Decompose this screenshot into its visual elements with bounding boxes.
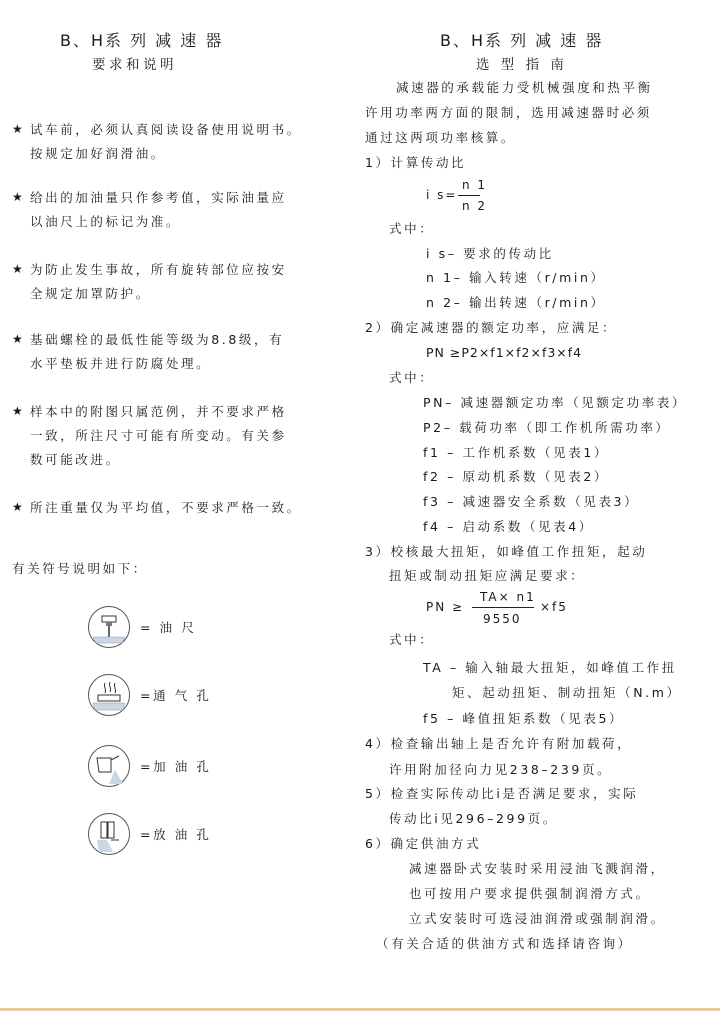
- dipstick-label: = 油 尺: [140, 620, 197, 635]
- intro-line-1: 减速器的承载能力受机械强度和热平衡: [396, 80, 653, 95]
- note-4-line-1: 基础螺栓的最低性能等级为8.8级，有: [30, 332, 285, 347]
- power-formula: PN ≥P2×f1×f2×f3×f4: [426, 345, 583, 360]
- section-6-heading: 6）确定供油方式: [365, 836, 482, 851]
- left-subtitle: 要求和说明: [92, 57, 177, 73]
- section-1-def-3: n 2– 输出转速（r/min）: [426, 295, 606, 310]
- note-1-line-2: 按规定加好润滑油。: [30, 146, 166, 161]
- section-3-where: 式中：: [389, 632, 435, 647]
- section-2-heading: 2）确定减速器的额定功率，应满足：: [365, 320, 618, 335]
- fraction-bar: [472, 607, 534, 608]
- section-4-line-1: 4）检查输出轴上是否允许有附加载荷，: [365, 736, 633, 751]
- torque-numerator: TA× n1: [480, 590, 536, 604]
- note-5-line-1: 样本中的附图只属范例，并不要求严格: [30, 404, 287, 419]
- note-2-line-2: 以油尺上的标记为准。: [30, 214, 182, 229]
- section-1-heading: 1）计算传动比: [365, 155, 467, 170]
- dipstick-icon: [88, 606, 130, 648]
- section-2-where: 式中：: [389, 370, 435, 385]
- vent-hole-label: =通 气 孔: [140, 688, 212, 703]
- note-5-line-3: 数可能改进。: [30, 452, 121, 467]
- section-3-heading-2: 扭矩或制动扭矩应满足要求：: [389, 568, 586, 583]
- section-1-def-1: i s– 要求的传动比: [426, 246, 554, 261]
- left-title: B、H系 列 减 速 器: [60, 31, 224, 50]
- note-1-line-1: 试车前，必须认真阅读设备使用说明书。: [30, 122, 302, 137]
- bullet-star-icon: ★: [12, 122, 23, 136]
- oil-drain-label: =放 油 孔: [140, 827, 212, 842]
- note-6-line-1: 所注重量仅为平均值，不要求严格一致。: [30, 500, 302, 515]
- intro-line-2: 许用功率两方面的限制，选用减速器时必须: [365, 105, 652, 120]
- section-6-line-3: 立式安装时可选浸油润滑或强制润滑。: [409, 911, 666, 926]
- section-3-def-3: f5 – 峰值扭矩系数（见表5）: [423, 711, 625, 726]
- note-3-line-1: 为防止发生事故，所有旋转部位应按安: [30, 262, 287, 277]
- section-3-def-1: TA – 输入轴最大扭矩，如峰值工作扭: [423, 660, 677, 675]
- section-1-where: 式中：: [389, 221, 435, 236]
- torque-formula-rhs: ×f5: [540, 600, 568, 614]
- bullet-star-icon: ★: [12, 404, 23, 418]
- symbols-heading: 有关符号说明如下：: [12, 561, 148, 576]
- bullet-star-icon: ★: [12, 500, 23, 514]
- section-2-def-5: f3 – 减速器安全系数（见表3）: [423, 494, 640, 509]
- oil-fill-icon: [88, 745, 130, 787]
- ratio-numerator: n 1: [462, 178, 488, 192]
- ratio-formula-lhs: i s=: [426, 188, 458, 202]
- bullet-star-icon: ★: [12, 262, 23, 276]
- note-4-line-2: 水平垫板并进行防腐处理。: [30, 356, 212, 371]
- section-5-line-2: 传动比i见296–299页。: [389, 811, 558, 826]
- ratio-denominator: n 2: [462, 199, 488, 213]
- oil-fill-label: =加 油 孔: [140, 759, 212, 774]
- intro-line-3: 通过这两项功率核算。: [365, 130, 517, 145]
- section-6-line-2: 也可按用户要求提供强制润滑方式。: [409, 886, 651, 901]
- torque-formula-lhs: PN ≥: [426, 600, 465, 614]
- section-2-def-6: f4 – 启动系数（见表4）: [423, 519, 594, 534]
- note-3-line-2: 全规定加罩防护。: [30, 286, 151, 301]
- torque-denominator: 9550: [483, 612, 522, 626]
- note-2-line-1: 给出的加油量只作参考值，实际油量应: [30, 190, 287, 205]
- section-6-note: （有关合适的供油方式和选择请咨询）: [376, 936, 633, 951]
- section-3-heading-1: 3）校核最大扭矩，如峰值工作扭矩，起动: [365, 544, 648, 559]
- fraction-bar: [458, 195, 480, 196]
- bullet-star-icon: ★: [12, 190, 23, 204]
- section-2-def-1: PN– 减速器额定功率（见额定功率表）: [423, 395, 688, 410]
- section-5-line-1: 5）检查实际传动比i是否满足要求，实际: [365, 786, 639, 801]
- section-4-line-2: 许用附加径向力见238–239页。: [389, 762, 613, 777]
- section-6-line-1: 减速器卧式安装时采用浸油飞溅润滑，: [409, 861, 666, 876]
- bullet-star-icon: ★: [12, 332, 23, 346]
- section-3-def-2: 矩、起动扭矩、制动扭矩（N.m）: [452, 685, 682, 700]
- oil-drain-icon: [88, 813, 130, 855]
- section-2-def-3: f1 – 工作机系数（见表1）: [423, 445, 610, 460]
- vent-hole-icon: [88, 674, 130, 716]
- note-5-line-2: 一致，所注尺寸可能有所变动。有关参: [30, 428, 287, 443]
- right-title: B、H系 列 减 速 器: [440, 31, 604, 50]
- section-1-def-2: n 1– 输入转速（r/min）: [426, 270, 606, 285]
- section-2-def-4: f2 – 原动机系数（见表2）: [423, 469, 610, 484]
- section-2-def-2: P2– 载荷功率（即工作机所需功率）: [423, 420, 671, 435]
- right-subtitle: 选 型 指 南: [476, 57, 568, 73]
